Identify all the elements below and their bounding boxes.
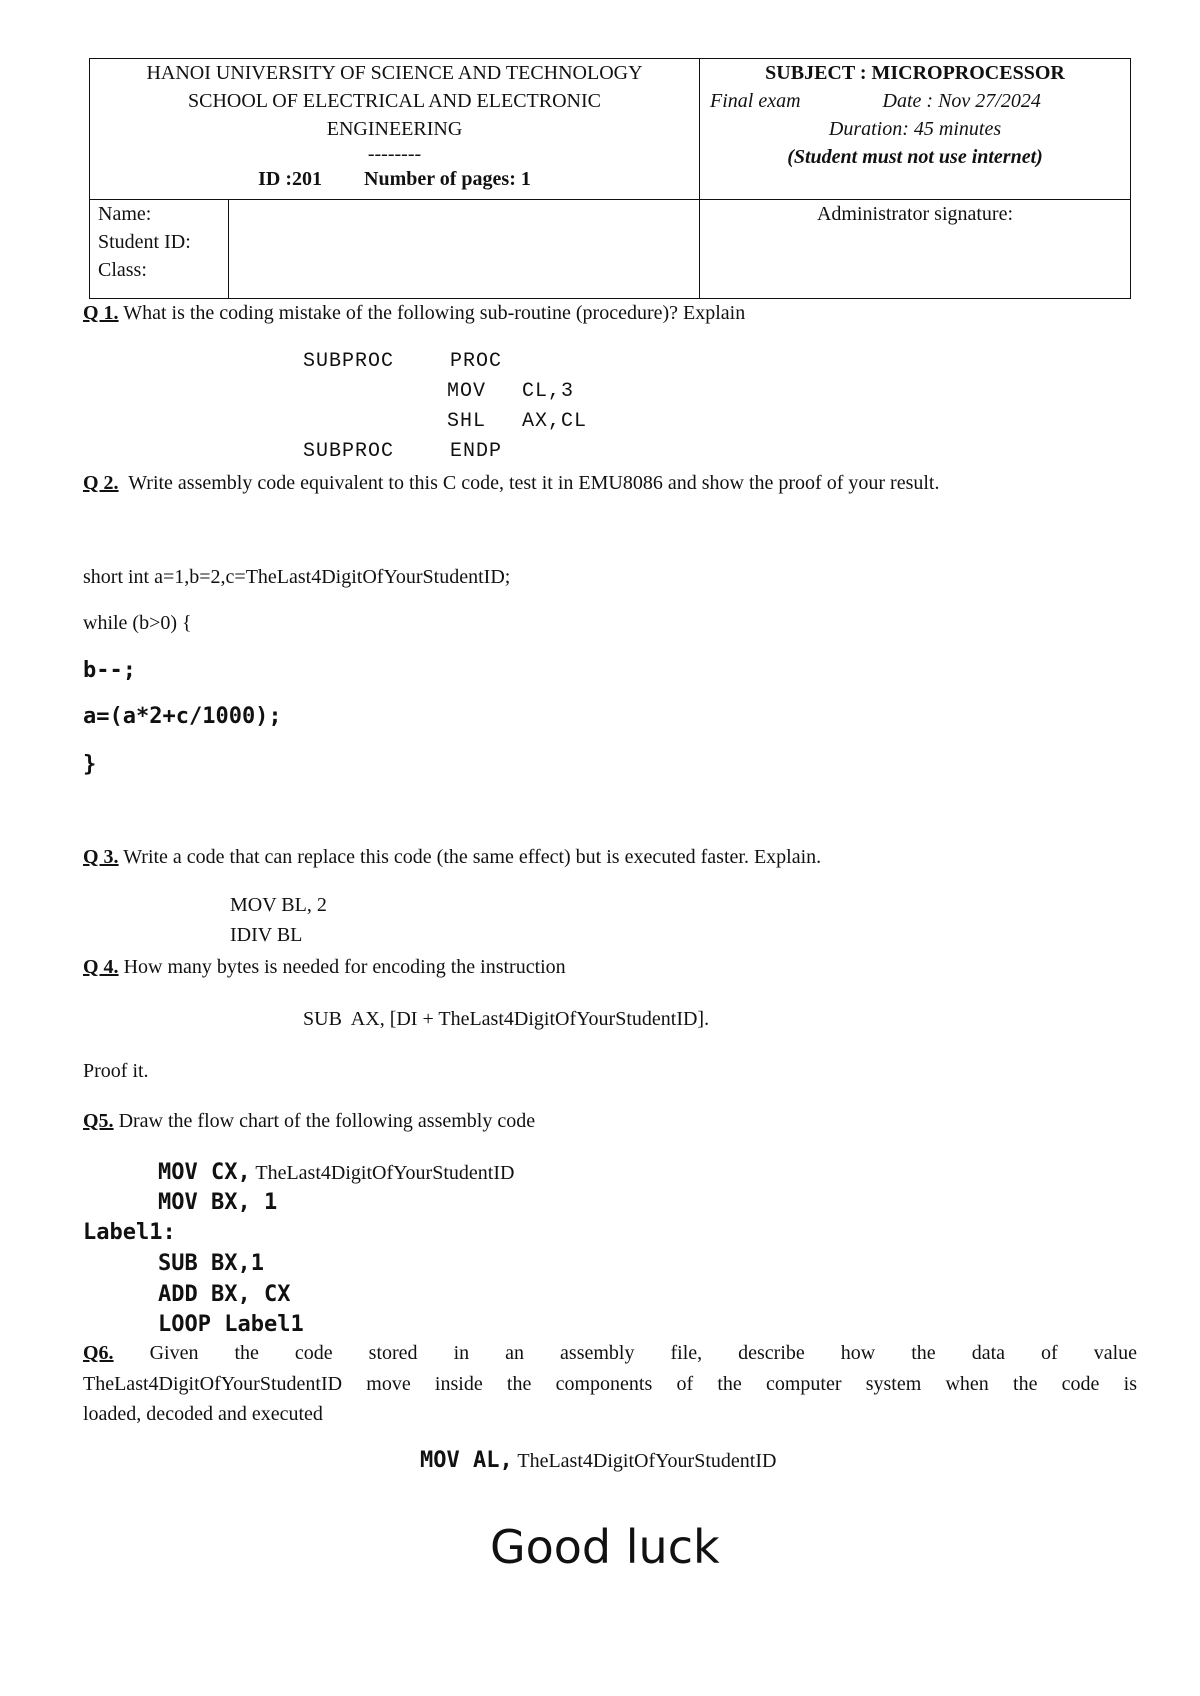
student-info-blank[interactable] xyxy=(229,200,700,299)
question-4 xyxy=(83,956,566,979)
q5-code-line4: SUB BX,1 xyxy=(158,1251,264,1276)
question-2-text: Write assembly code equivalent to this C code, test it in EMU8086 and show the proof of your result. xyxy=(118,472,940,494)
question-2-label: Q 2. xyxy=(83,472,119,494)
q1-code-line4-op: ENDP xyxy=(450,440,503,463)
subject-cell xyxy=(700,59,1131,200)
question-6-text-line1: Given the code stored in an assembly file, describe how the data of value xyxy=(113,1342,1137,1364)
question-5 xyxy=(83,1110,535,1133)
q1-code-line1-label: SUBPROC xyxy=(303,350,395,373)
class-label: Class: xyxy=(98,259,147,281)
question-3 xyxy=(83,846,821,869)
question-4-label: Q 4. xyxy=(83,956,119,978)
question-4-text: How many bytes is needed for encoding the instruction xyxy=(118,956,566,978)
q1-code-line3-op: SHL xyxy=(447,410,487,433)
q1-code-line4-label: SUBPROC xyxy=(303,440,395,463)
question-1-text: What is the coding mistake of the following sub-routine (procedure)? Explain xyxy=(118,302,746,324)
q3-code-line2: IDIV BL xyxy=(230,924,303,946)
exam-duration: Duration: 45 minutes xyxy=(828,118,1002,140)
question-3-text: Write a code that can replace this code (the same effect) but is executed faster. Explain. xyxy=(118,846,822,868)
q5-code-label: Label1: xyxy=(83,1220,176,1245)
q5-code-line2: MOV BX, 1 xyxy=(158,1190,278,1215)
question-5-label: Q5. xyxy=(83,1110,114,1132)
c-code-line3: b--; xyxy=(83,658,136,683)
c-code-line5: } xyxy=(83,752,97,777)
student-info-labels xyxy=(90,200,229,299)
administrator-signature-cell[interactable] xyxy=(700,200,1131,299)
q1-code-line2-args: CL,3 xyxy=(522,380,575,403)
q1-code-line1-op: PROC xyxy=(450,350,503,373)
good-luck: Good luck xyxy=(490,1520,720,1574)
question-1-label: Q 1. xyxy=(83,302,119,324)
c-code-line2: while (b>0) { xyxy=(83,612,192,634)
administrator-signature-label: Administrator signature: xyxy=(816,203,1014,225)
school-name-line1: SCHOOL OF ELECTRICAL AND ELECTRONIC xyxy=(188,90,601,112)
exam-id-pages xyxy=(90,165,699,193)
question-6-text-line3: loaded, decoded and executed xyxy=(83,1403,323,1425)
institution-cell xyxy=(90,59,700,200)
exam-id: ID :201 xyxy=(258,168,323,190)
c-code-line1: short int a=1,b=2,c=TheLast4DigitOfYourStudentID; xyxy=(83,566,511,588)
q5-code-line5: ADD BX, CX xyxy=(158,1282,291,1307)
number-of-pages: Number of pages: 1 xyxy=(364,168,531,190)
c-code-line4: a=(a*2+c/1000); xyxy=(83,704,282,729)
q6-code xyxy=(420,1448,776,1473)
exam-date: Date : Nov 27/2024 xyxy=(882,90,1041,112)
q4-instruction: SUB AX, [DI + TheLast4DigitOfYourStudentID]. xyxy=(303,1008,710,1030)
question-6-text-line2: TheLast4DigitOfYourStudentID move inside the components of the computer system when the code is xyxy=(83,1373,1137,1395)
question-5-text: Draw the flow chart of the following assembly code xyxy=(113,1110,536,1132)
student-id-label: Student ID: xyxy=(98,231,191,253)
q1-code-line2-op: MOV xyxy=(447,380,487,403)
exam-type: Final exam xyxy=(710,90,801,112)
question-6-line1 xyxy=(83,1342,1137,1365)
question-1 xyxy=(83,302,745,325)
q6-code-operand: TheLast4DigitOfYourStudentID xyxy=(512,1450,777,1472)
exam-type-date xyxy=(700,87,1130,115)
school-name-line2: ENGINEERING xyxy=(326,118,463,140)
q3-code-line1: MOV BL, 2 xyxy=(230,894,327,916)
header-divider: -------- xyxy=(367,143,422,165)
q6-code-instr: MOV AL, xyxy=(420,1448,513,1473)
q5-code-line1 xyxy=(158,1160,514,1185)
q1-code-line3-args: AX,CL xyxy=(522,410,588,433)
q5-code-line1-operand: TheLast4DigitOfYourStudentID xyxy=(250,1162,515,1184)
q4-proof: Proof it. xyxy=(83,1060,149,1082)
question-6-label: Q6. xyxy=(83,1342,114,1364)
university-name: HANOI UNIVERSITY OF SCIENCE AND TECHNOLOGY xyxy=(146,62,643,84)
exam-note: (Student must not use internet) xyxy=(787,146,1043,168)
exam-header-table xyxy=(89,58,1131,299)
question-2 xyxy=(83,472,939,495)
subject-title: SUBJECT : MICROPROCESSOR xyxy=(765,62,1065,84)
q5-code-line1-instr: MOV CX, xyxy=(158,1160,251,1185)
q5-code-line6: LOOP Label1 xyxy=(158,1312,304,1337)
name-label: Name: xyxy=(98,203,152,225)
question-3-label: Q 3. xyxy=(83,846,119,868)
